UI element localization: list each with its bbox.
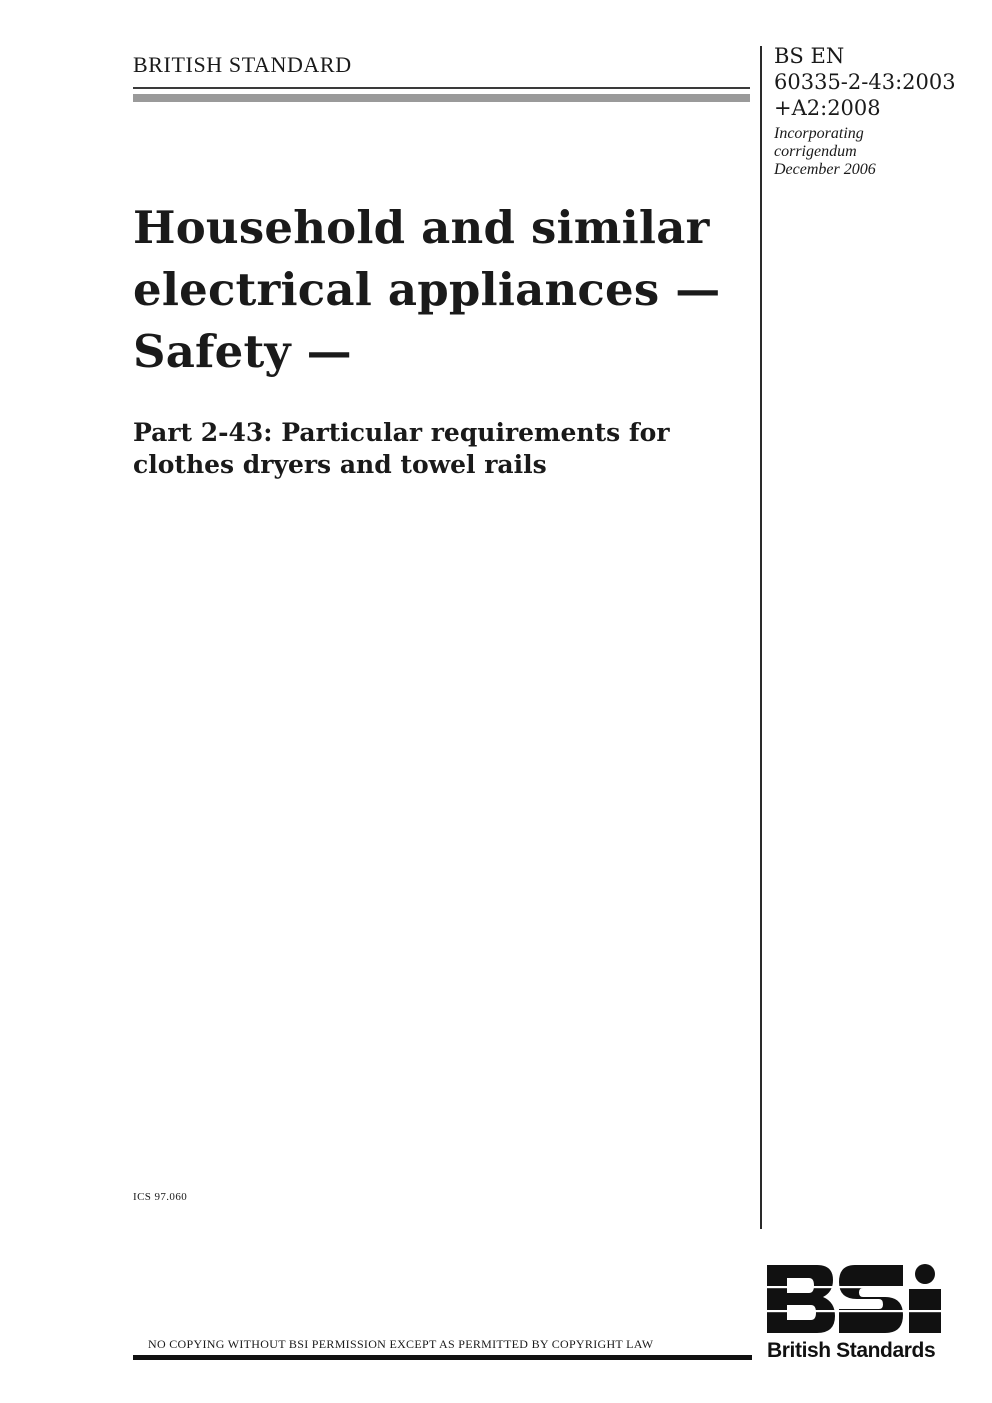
- footer-rule: [133, 1355, 752, 1360]
- corrigendum-line: corrigendum: [774, 143, 857, 160]
- main-title-line: Household and similar: [133, 201, 710, 254]
- main-title-line: Safety —: [133, 325, 352, 378]
- main-title-line: electrical appliances —: [133, 263, 721, 316]
- bsi-logo: [765, 1263, 945, 1368]
- corrigendum-line: Incorporating: [774, 125, 864, 142]
- bsi-caption: British Standards: [767, 1339, 936, 1362]
- corrigendum-note: [774, 125, 876, 179]
- document-number-line: BS EN: [774, 44, 845, 68]
- header-rule-thin: [133, 87, 750, 89]
- part-subtitle-line: clothes dryers and towel rails: [133, 450, 547, 479]
- vertical-divider: [760, 46, 762, 1229]
- part-subtitle-line: Part 2-43: Particular requirements for: [133, 418, 670, 447]
- document-number-line: 60335-2-43:2003: [774, 70, 956, 94]
- copyright-notice: NO COPYING WITHOUT BSI PERMISSION EXCEPT AS PERMITTED BY COPYRIGHT LAW: [148, 1337, 654, 1351]
- document-number-line: +A2:2008: [774, 96, 881, 120]
- corrigendum-line: December 2006: [774, 161, 876, 178]
- series-label: BRITISH STANDARD: [133, 52, 352, 77]
- main-title: [133, 197, 753, 383]
- header-rule-thick: [133, 94, 750, 102]
- part-subtitle: [133, 417, 753, 481]
- document-number: [774, 43, 956, 121]
- bsi-wordmark-logo: [765, 1263, 945, 1335]
- ics-code: ICS 97.060: [133, 1191, 188, 1203]
